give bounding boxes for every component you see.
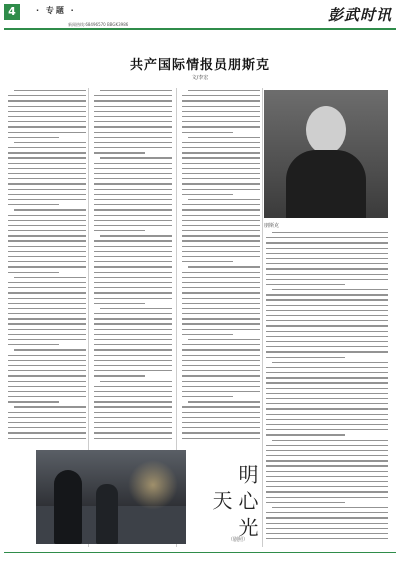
text-line — [94, 386, 172, 387]
text-column-1 — [8, 90, 86, 446]
text-line — [94, 349, 172, 350]
text-line — [8, 303, 86, 304]
text-line — [94, 178, 172, 179]
text-line — [266, 460, 388, 461]
text-line — [14, 277, 86, 278]
text-line — [182, 365, 260, 366]
text-line — [94, 142, 172, 143]
text-line — [94, 303, 145, 304]
text-line — [266, 445, 388, 446]
text-line — [8, 132, 86, 133]
text-line — [188, 137, 260, 138]
text-line — [100, 308, 172, 309]
text-line — [182, 334, 233, 335]
text-line — [8, 381, 86, 382]
masthead-logo: 彭武时讯 — [327, 6, 392, 24]
text-line — [182, 152, 260, 153]
text-line — [94, 225, 172, 226]
text-line — [94, 282, 172, 283]
text-line — [8, 168, 86, 169]
text-line — [8, 355, 86, 356]
text-line — [182, 157, 260, 158]
text-line — [266, 263, 388, 264]
text-line — [8, 287, 86, 288]
text-line — [8, 375, 86, 376]
text-line — [8, 106, 86, 107]
text-line — [266, 346, 388, 347]
text-line — [266, 305, 388, 306]
text-line — [94, 417, 172, 418]
text-line — [266, 237, 388, 238]
text-line — [8, 391, 86, 392]
text-line — [14, 90, 86, 91]
text-line — [8, 412, 86, 413]
text-line — [182, 282, 260, 283]
text-line — [94, 292, 172, 293]
page-header — [0, 0, 400, 36]
text-line — [94, 318, 172, 319]
text-line — [8, 157, 86, 158]
text-line — [266, 414, 388, 415]
text-line — [266, 528, 388, 529]
text-line — [266, 465, 388, 466]
text-line — [182, 225, 260, 226]
text-line — [8, 152, 86, 153]
text-line — [8, 386, 86, 387]
text-line — [8, 126, 86, 127]
text-line — [8, 318, 86, 319]
text-line — [182, 147, 260, 148]
text-line — [94, 126, 172, 127]
text-line — [182, 308, 260, 309]
text-line — [182, 391, 260, 392]
text-line — [94, 194, 172, 195]
text-line — [94, 246, 172, 247]
text-line — [182, 427, 260, 428]
text-line — [94, 396, 172, 397]
text-line — [266, 486, 388, 487]
text-line — [266, 502, 345, 503]
text-line — [8, 323, 86, 324]
text-line — [94, 334, 172, 335]
text-line — [8, 298, 86, 299]
portrait-caption: 朋斯克 — [264, 223, 280, 229]
text-line — [8, 240, 86, 241]
text-line — [94, 220, 172, 221]
text-line — [8, 95, 86, 96]
text-line — [266, 455, 388, 456]
text-line — [266, 517, 388, 518]
text-line — [182, 106, 260, 107]
article-title: 共产国际情报员朋斯克 — [129, 58, 270, 73]
text-line — [182, 194, 233, 195]
text-line — [14, 406, 86, 407]
text-line — [8, 215, 86, 216]
text-line — [8, 230, 86, 231]
text-line — [266, 315, 388, 316]
text-line — [8, 282, 86, 283]
text-line — [94, 432, 172, 433]
text-line — [182, 272, 260, 273]
column-divider — [262, 88, 263, 547]
text-line — [266, 377, 388, 378]
text-line — [182, 111, 260, 112]
text-line — [8, 121, 86, 122]
text-line — [14, 349, 86, 350]
text-line — [182, 406, 260, 407]
text-line — [272, 289, 388, 290]
text-line — [8, 266, 86, 267]
text-line — [94, 168, 172, 169]
text-line — [14, 209, 86, 210]
text-line — [266, 408, 388, 409]
text-line — [94, 183, 172, 184]
text-line — [182, 240, 260, 241]
text-line — [182, 313, 260, 314]
text-line — [94, 313, 172, 314]
text-line — [182, 355, 260, 356]
text-line — [266, 320, 388, 321]
text-line — [94, 329, 172, 330]
text-line — [182, 412, 260, 413]
text-line — [8, 438, 86, 439]
text-line — [182, 318, 260, 319]
text-line — [8, 225, 86, 226]
text-line — [188, 339, 260, 340]
text-line — [182, 386, 260, 387]
text-line — [182, 396, 233, 397]
text-line — [94, 116, 172, 117]
text-line — [94, 100, 172, 101]
text-line — [266, 357, 345, 358]
text-line — [266, 481, 388, 482]
text-line — [266, 268, 388, 269]
text-line — [182, 209, 260, 210]
text-line — [94, 266, 172, 267]
text-line — [188, 266, 260, 267]
text-line — [8, 344, 59, 345]
text-line — [8, 360, 86, 361]
text-line — [266, 512, 388, 513]
text-line — [182, 183, 260, 184]
text-line — [266, 325, 388, 326]
text-line — [266, 284, 345, 285]
text-line — [94, 230, 145, 231]
text-line — [94, 277, 172, 278]
text-line — [8, 199, 86, 200]
text-line — [266, 242, 388, 243]
text-line — [8, 189, 86, 190]
text-line — [94, 323, 172, 324]
text-line — [94, 147, 172, 148]
text-line — [182, 298, 260, 299]
text-line — [8, 417, 86, 418]
text-line — [100, 90, 172, 91]
text-line — [8, 100, 86, 101]
header-divider — [4, 28, 396, 30]
text-line — [8, 329, 86, 330]
text-line — [94, 137, 172, 138]
text-line — [8, 183, 86, 184]
text-line — [8, 422, 86, 423]
text-line — [182, 235, 260, 236]
text-line — [266, 419, 388, 420]
text-line — [8, 272, 59, 273]
text-line — [182, 417, 260, 418]
text-line — [8, 235, 86, 236]
text-line — [8, 334, 86, 335]
text-line — [8, 365, 86, 366]
text-line — [8, 256, 86, 257]
text-line — [94, 339, 172, 340]
text-line — [94, 132, 172, 133]
text-line — [266, 538, 388, 539]
text-line — [182, 204, 260, 205]
text-line — [94, 261, 172, 262]
text-line — [94, 204, 172, 205]
text-line — [94, 287, 172, 288]
text-line — [94, 427, 172, 428]
drama-title-graphic: 明 心 光 天 — [209, 463, 259, 537]
text-line — [182, 292, 260, 293]
text-line — [8, 313, 86, 314]
text-line — [8, 251, 86, 252]
text-line — [94, 209, 172, 210]
text-line — [8, 339, 86, 340]
text-line — [182, 261, 233, 262]
text-line — [182, 142, 260, 143]
page-number: 4 — [4, 4, 20, 20]
text-line — [94, 391, 172, 392]
text-line — [94, 360, 172, 361]
text-line — [182, 100, 260, 101]
text-line — [266, 388, 388, 389]
text-line — [94, 152, 145, 153]
text-line — [94, 199, 172, 200]
text-line — [266, 471, 388, 472]
text-line — [94, 401, 172, 402]
text-line — [182, 163, 260, 164]
text-line — [266, 424, 388, 425]
text-line — [94, 365, 172, 366]
text-line — [8, 220, 86, 221]
text-line — [94, 215, 172, 216]
text-line — [182, 251, 260, 252]
text-line — [182, 329, 260, 330]
text-line — [8, 432, 86, 433]
text-line — [182, 126, 260, 127]
text-line — [14, 142, 86, 143]
text-line — [266, 336, 388, 337]
text-line — [272, 440, 388, 441]
text-line — [266, 429, 388, 430]
text-line — [8, 111, 86, 112]
text-line — [182, 432, 260, 433]
text-line — [94, 251, 172, 252]
text-line — [8, 178, 86, 179]
text-line — [182, 287, 260, 288]
text-line — [94, 95, 172, 96]
text-line — [8, 147, 86, 148]
text-line — [266, 476, 388, 477]
text-line — [182, 178, 260, 179]
text-line — [182, 360, 260, 361]
text-line — [182, 349, 260, 350]
text-line — [188, 90, 260, 91]
text-line — [100, 381, 172, 382]
text-line — [8, 292, 86, 293]
text-line — [182, 189, 260, 190]
text-column-4 — [266, 232, 388, 544]
text-line — [266, 294, 388, 295]
text-line — [182, 438, 260, 439]
text-line — [188, 401, 260, 402]
portrait-photo — [264, 90, 388, 218]
text-line — [94, 111, 172, 112]
text-line — [266, 299, 388, 300]
text-line — [266, 393, 388, 394]
text-line — [8, 427, 86, 428]
text-line — [266, 331, 388, 332]
text-line — [94, 355, 172, 356]
text-line — [94, 412, 172, 413]
text-line — [182, 246, 260, 247]
text-line — [94, 406, 172, 407]
edition-info: 新闻热线:68496570 BBGK3986 — [68, 22, 129, 27]
text-line — [94, 298, 172, 299]
text-line — [272, 232, 388, 233]
text-line — [182, 422, 260, 423]
text-line — [94, 163, 172, 164]
text-line — [182, 323, 260, 324]
text-line — [266, 382, 388, 383]
text-line — [8, 396, 86, 397]
text-line — [94, 173, 172, 174]
text-line — [94, 344, 172, 345]
text-line — [8, 308, 86, 309]
section-label: · 专题 · — [36, 6, 76, 15]
text-line — [266, 403, 388, 404]
text-line — [266, 253, 388, 254]
text-column-2 — [94, 90, 172, 446]
text-line — [182, 381, 260, 382]
text-line — [8, 246, 86, 247]
text-line — [266, 248, 388, 249]
text-line — [8, 370, 86, 371]
text-line — [94, 272, 172, 273]
text-line — [8, 137, 59, 138]
text-line — [266, 497, 388, 498]
footer-divider — [4, 552, 396, 553]
text-line — [182, 168, 260, 169]
text-line — [8, 163, 86, 164]
text-line — [8, 204, 59, 205]
text-line — [182, 220, 260, 221]
text-line — [182, 121, 260, 122]
text-line — [100, 235, 172, 236]
text-line — [182, 370, 260, 371]
text-line — [188, 199, 260, 200]
text-line — [8, 401, 59, 402]
text-line — [266, 341, 388, 342]
text-line — [8, 261, 86, 262]
text-line — [182, 95, 260, 96]
text-line — [182, 215, 260, 216]
text-line — [266, 279, 388, 280]
text-line — [100, 157, 172, 158]
text-line — [94, 256, 172, 257]
text-line — [182, 132, 233, 133]
drama-photo-caption: （剧照） — [228, 537, 249, 543]
text-line — [94, 240, 172, 241]
text-line — [266, 274, 388, 275]
text-line — [266, 434, 345, 435]
text-line — [182, 375, 260, 376]
text-line — [266, 367, 388, 368]
text-line — [266, 450, 388, 451]
text-line — [94, 438, 172, 439]
text-line — [8, 116, 86, 117]
text-line — [94, 375, 145, 376]
text-line — [94, 189, 172, 190]
text-line — [266, 310, 388, 311]
text-line — [272, 362, 388, 363]
text-line — [266, 533, 388, 534]
text-line — [266, 523, 388, 524]
text-line — [266, 372, 388, 373]
text-line — [182, 303, 260, 304]
text-line — [94, 370, 172, 371]
text-line — [266, 351, 388, 352]
text-line — [272, 507, 388, 508]
text-line — [266, 491, 388, 492]
text-line — [266, 258, 388, 259]
article-byline: 文/李宏 — [191, 75, 209, 81]
drama-still-photo — [36, 450, 186, 544]
text-line — [94, 121, 172, 122]
text-line — [182, 230, 260, 231]
text-line — [8, 173, 86, 174]
text-column-3 — [182, 90, 260, 446]
text-line — [266, 398, 388, 399]
text-line — [182, 256, 260, 257]
text-line — [182, 116, 260, 117]
text-line — [182, 277, 260, 278]
text-line — [182, 344, 260, 345]
text-line — [8, 194, 86, 195]
text-line — [94, 106, 172, 107]
text-line — [94, 422, 172, 423]
text-line — [182, 173, 260, 174]
